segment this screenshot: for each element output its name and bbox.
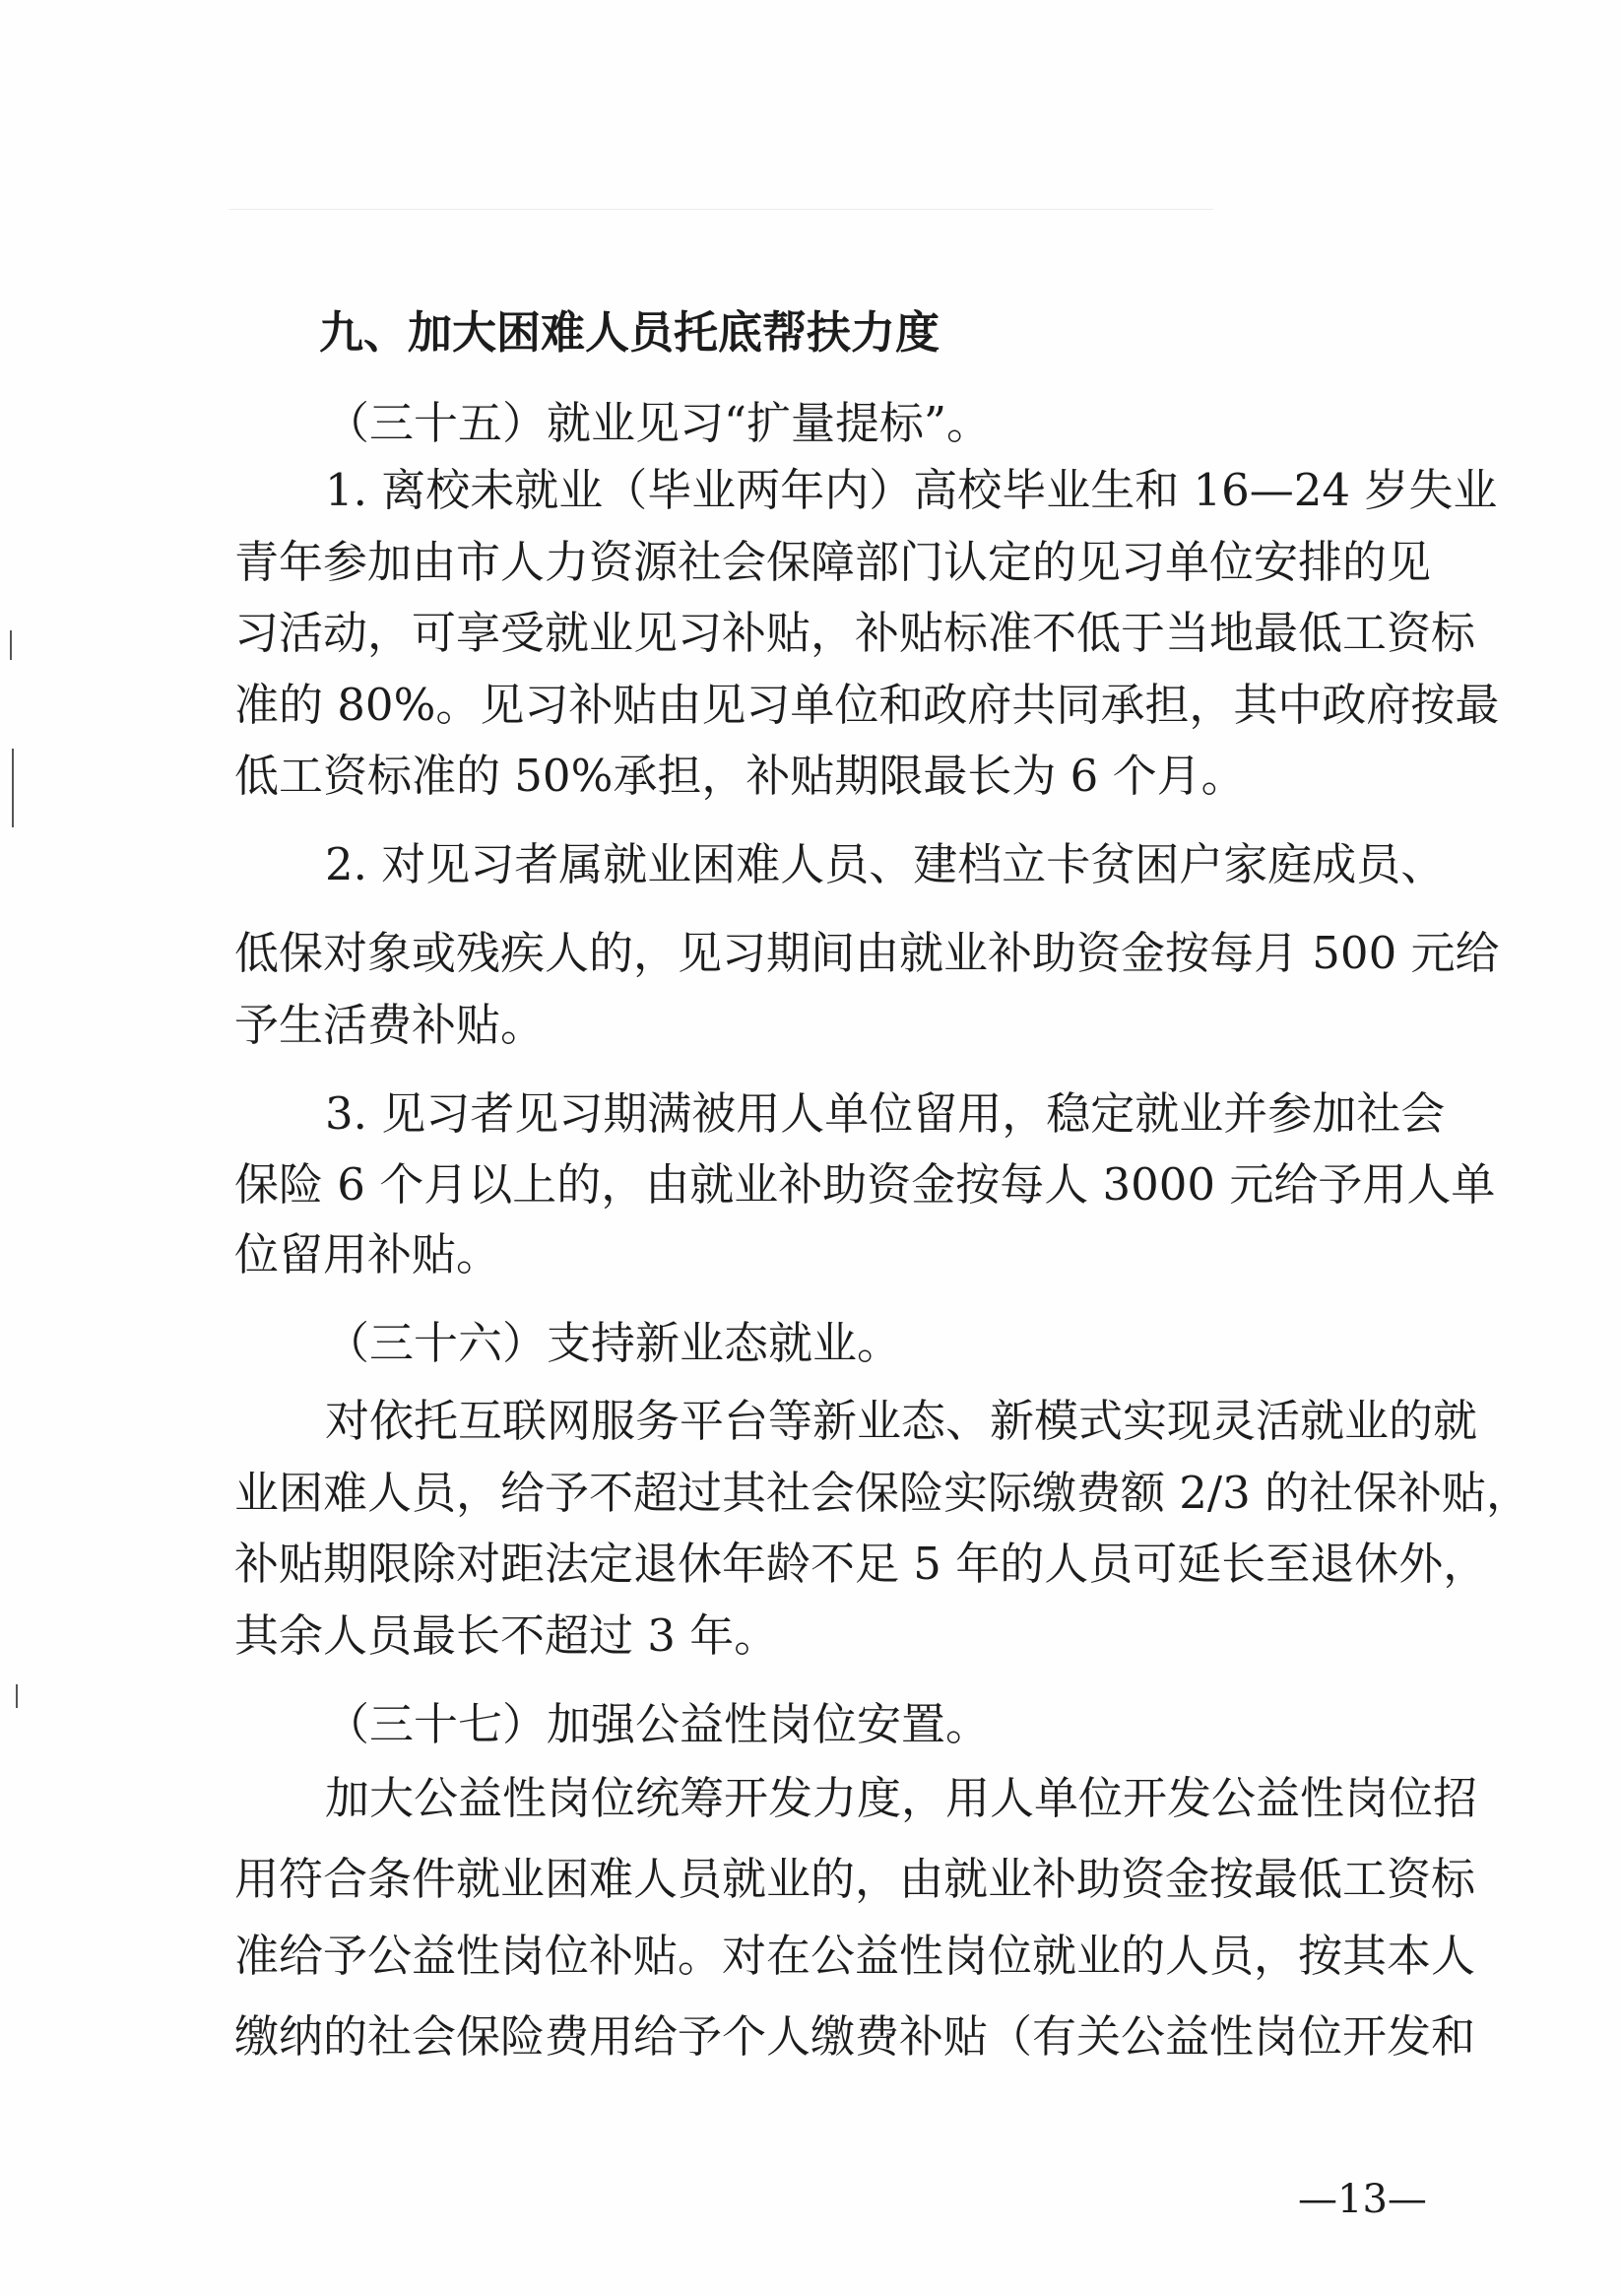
paragraph-line: 加大公益性岗位统筹开发力度，用人单位开发公益性岗位招 [325,1772,1478,1824]
paragraph-line: 准的 80%。见习补贴由见习单位和政府共同承担，其中政府按最 [234,679,1500,731]
section-heading: 九、加大困难人员托底帮扶力度 [319,306,940,359]
item-title: （三十七）加强公益性岗位安置。 [325,1698,991,1750]
paragraph-line: 予生活费补贴。 [234,999,546,1051]
paragraph-line: 业困难人员，给予不超过其社会保险实际缴费额 2/3 的社保补贴， [234,1467,1531,1519]
paragraph-line: 其余人员最长不超过 3 年。 [234,1609,779,1662]
page-number: —13— [1298,2177,1427,2222]
paragraph-line: 习活动，可享受就业见习补贴，补贴标准不低于当地最低工资标 [234,607,1476,659]
paragraph-line: 缴纳的社会保险费用给予个人缴费补贴（有关公益性岗位开发和 [234,2010,1476,2063]
paragraph-line: 位留用补贴。 [234,1228,501,1280]
paragraph-line: 低工资标准的 50%承担，补贴期限最长为 6 个月。 [234,750,1246,802]
paragraph-line: 低保对象或残疾人的，见习期间由就业补助资金按每月 500 元给 [234,927,1500,979]
paragraph-line: 2. 对见习者属就业困难人员、建档立卡贫困户家庭成员、 [325,838,1446,890]
scan-divider [228,209,1213,210]
paragraph-line: 青年参加由市人力资源社会保障部门认定的见习单位安排的见 [234,536,1432,588]
paragraph-line: 补贴期限除对距法定退休年龄不足 5 年的人员可延长至退休外， [234,1538,1488,1590]
paragraph-line: 保险 6 个月以上的，由就业补助资金按每人 3000 元给予用人单 [234,1158,1496,1211]
paragraph-line: 3. 见习者见习期满被用人单位留用，稳定就业并参加社会 [325,1087,1446,1140]
paragraph-line: 对依托互联网服务平台等新业态、新模式实现灵活就业的就 [325,1395,1478,1447]
paragraph-line: 1. 离校未就业（毕业两年内）高校毕业生和 16—24 岁失业 [325,464,1498,516]
item-title: （三十六）支持新业态就业。 [325,1317,902,1369]
paragraph-line: 准给予公益性岗位补贴。对在公益性岗位就业的人员，按其本人 [234,1930,1476,1982]
paragraph-line: 用符合条件就业困难人员就业的，由就业补助资金按最低工资标 [234,1853,1476,1905]
item-title: （三十五）就业见习“扩量提标”。 [325,397,992,449]
